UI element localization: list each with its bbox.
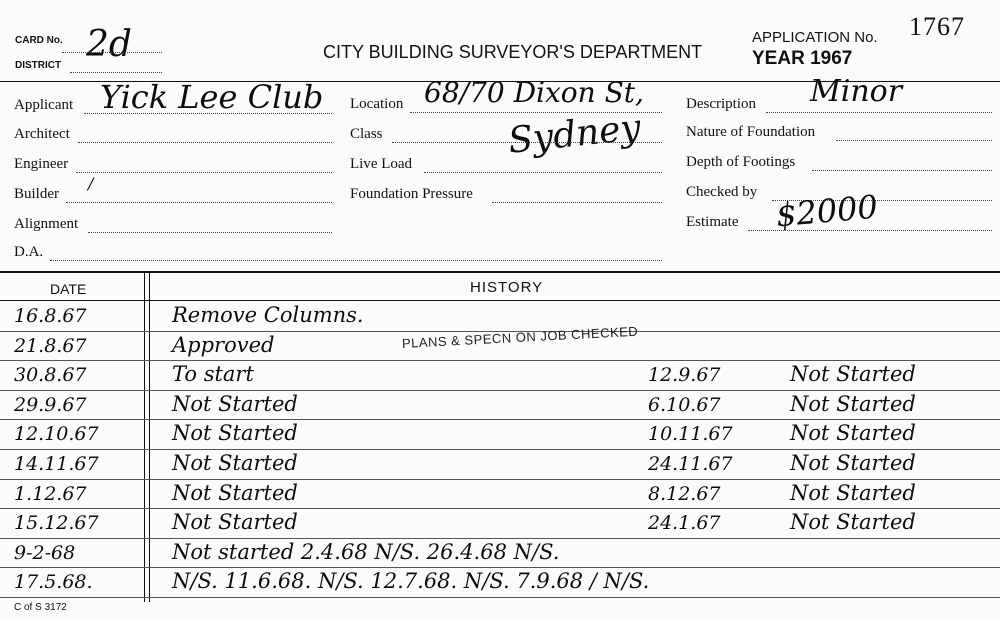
history-row-divider — [0, 479, 1000, 480]
history-row-divider — [0, 597, 1000, 598]
alignment-label: Alignment — [14, 216, 79, 232]
history-date: 1.12.67 — [14, 482, 87, 505]
history-entry: Not Started — [172, 480, 298, 505]
history-entry: Not Started — [172, 421, 298, 446]
history-row-divider — [0, 508, 1000, 509]
form-code: C of S 3172 — [14, 602, 67, 613]
history-column-header: HISTORY — [470, 279, 544, 296]
depth-of-footings-label: Depth of Footings — [686, 154, 796, 170]
estimate-label: Estimate — [686, 214, 739, 230]
history-row-divider — [0, 449, 1000, 450]
district-label: DISTRICT — [15, 60, 62, 71]
description-value: Minor — [810, 74, 903, 109]
history-entry: To start — [172, 362, 254, 387]
history-date: 15.12.67 — [14, 512, 99, 535]
history-date-secondary: 10.11.67 — [648, 423, 733, 446]
application-number: 1767 — [909, 12, 965, 41]
card-no-label: CARD No. — [15, 35, 63, 46]
history-entry-secondary: Not Started — [790, 451, 916, 475]
history-entry: Not Started — [172, 451, 298, 475]
district-value: 2d — [86, 24, 132, 65]
location-label: Location — [350, 96, 404, 112]
description-label: Description — [686, 96, 756, 112]
history-date: 17.5.68. — [14, 571, 93, 594]
year-label: YEAR 1967 — [752, 48, 853, 69]
history-row-divider — [0, 538, 1000, 539]
foundation-pressure-label: Foundation Pressure — [350, 186, 473, 202]
application-label: APPLICATION No. — [752, 29, 878, 46]
checked-by-label: Checked by — [686, 184, 758, 200]
history-entry-secondary: Not Started — [790, 480, 916, 505]
applicant-value: Yick Lee Club — [100, 78, 324, 116]
nature-of-foundation-label: Nature of Foundation — [686, 124, 816, 140]
history-entry: Not Started — [172, 510, 298, 535]
history-entry: N/S. 11.6.68. N/S. 12.7.68. N/S. 7.9.68 / N/S. — [172, 569, 650, 594]
checked-stamp: PLANS & SPECN ON JOB CHECKED — [401, 323, 639, 351]
history-date-secondary: 12.9.67 — [648, 364, 721, 387]
location-value-1: 68/70 Dixon St, — [424, 76, 644, 109]
history-date: 29.9.67 — [14, 393, 87, 416]
history-date-secondary: 24.1.67 — [648, 512, 721, 535]
history-date: 9-2-68 — [14, 541, 76, 564]
history-date-secondary: 6.10.67 — [648, 393, 721, 416]
location-value-2: Sydney — [506, 107, 643, 162]
history-entry: Approved — [172, 332, 275, 357]
architect-label: Architect — [14, 126, 70, 142]
builder-value: / — [88, 174, 94, 193]
da-label: D.A. — [14, 244, 44, 260]
history-entry-secondary: Not Started — [790, 362, 916, 387]
history-row-divider — [0, 567, 1000, 568]
history-date: 12.10.67 — [14, 423, 99, 446]
history-entry-secondary: Not Started — [790, 510, 916, 535]
history-date-secondary: 8.12.67 — [648, 482, 721, 505]
history-entry-secondary: Not Started — [790, 391, 916, 416]
history-date: 30.8.67 — [14, 364, 87, 387]
history-entry: Remove Columns. — [172, 303, 364, 327]
history-date-secondary: 24.11.67 — [648, 453, 733, 475]
history-row-divider — [0, 360, 1000, 361]
history-entry: Not Started — [172, 391, 298, 416]
class-label: Class — [350, 126, 383, 142]
date-column-header: DATE — [50, 281, 87, 297]
builder-label: Builder — [14, 186, 59, 202]
applicant-label: Applicant — [14, 97, 74, 113]
engineer-label: Engineer — [14, 156, 69, 172]
department-title: CITY BUILDING SURVEYOR'S DEPARTMENT — [323, 42, 703, 62]
history-row-divider — [0, 390, 1000, 391]
history-row-divider — [0, 419, 1000, 420]
live-load-label: Live Load — [350, 156, 413, 172]
history-entry-secondary: Not Started — [790, 421, 916, 446]
history-date: 14.11.67 — [14, 453, 99, 475]
history-date: 16.8.67 — [14, 305, 87, 327]
history-entry: Not started 2.4.68 N/S. 26.4.68 N/S. — [172, 539, 560, 564]
history-date: 21.8.67 — [14, 334, 87, 357]
estimate-value: $2000 — [774, 187, 880, 235]
